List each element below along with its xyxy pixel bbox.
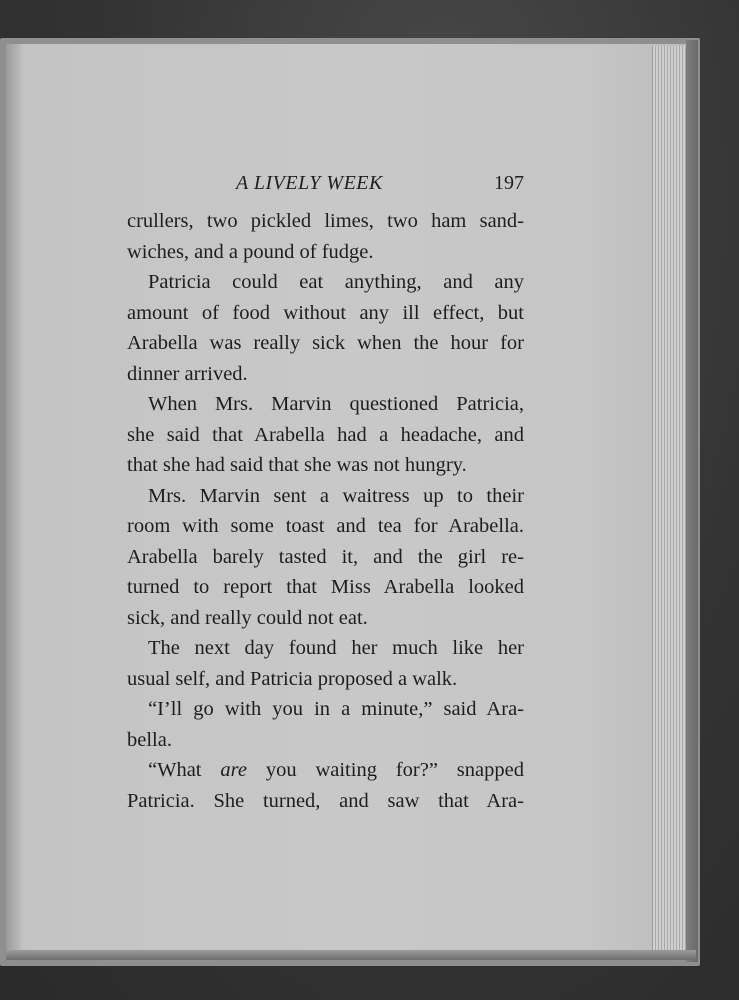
text-line: The next day found her much like her <box>148 637 524 659</box>
text-line: dinner arrived. <box>127 362 248 385</box>
page-gutter <box>6 44 22 956</box>
text-line: that she had said that she was not hungry. <box>127 454 467 476</box>
text-line: When Mrs. Marvin questioned Patricia, <box>148 393 524 415</box>
text-line: “I’ll go with you in a minute,” said Ara- <box>148 698 524 720</box>
text-line: Mrs. Marvin sent a waitress up to their <box>148 484 524 507</box>
text-line <box>127 755 524 786</box>
text-span: you waiting for?” snapped <box>246 759 524 781</box>
text-line: turned to report that Miss Arabella looked <box>127 576 524 598</box>
paragraph <box>127 694 524 755</box>
running-head <box>120 170 524 200</box>
text-line: wiches, and a pound of fudge. <box>127 240 374 263</box>
italic-emphasis: are <box>220 759 247 781</box>
paragraph <box>127 389 524 481</box>
book-cover-right-edge <box>686 40 698 962</box>
paragraph <box>127 267 524 389</box>
text-line: she said that Arabella had a headache, and <box>127 423 524 446</box>
text-line: Patricia. She turned, and saw that Ara- <box>127 789 524 812</box>
running-title: A LIVELY WEEK <box>236 172 383 194</box>
text-line: Arabella was really sick when the hour for <box>127 332 524 354</box>
page-number: 197 <box>494 172 524 194</box>
text-line: usual self, and Patricia proposed a walk. <box>127 667 458 690</box>
text-line: room with some toast and tea for Arabella. <box>127 515 524 537</box>
paragraph <box>127 206 524 267</box>
paragraph <box>127 633 524 694</box>
paragraph <box>127 481 524 634</box>
text-span: “What <box>148 759 221 781</box>
page-edges <box>652 46 689 950</box>
text-line: bella. <box>127 728 172 751</box>
text-line: Patricia could eat anything, and any <box>148 271 524 293</box>
paragraph <box>127 755 524 816</box>
text-line: Arabella barely tasted it, and the girl re- <box>127 545 524 568</box>
text-line: amount of food without any ill effect, but <box>127 301 524 324</box>
text-line: sick, and really could not eat. <box>127 606 368 629</box>
body-text <box>127 206 524 816</box>
text-line: crullers, two pickled limes, two ham sand- <box>127 210 524 232</box>
book-bottom-edge <box>6 950 696 960</box>
